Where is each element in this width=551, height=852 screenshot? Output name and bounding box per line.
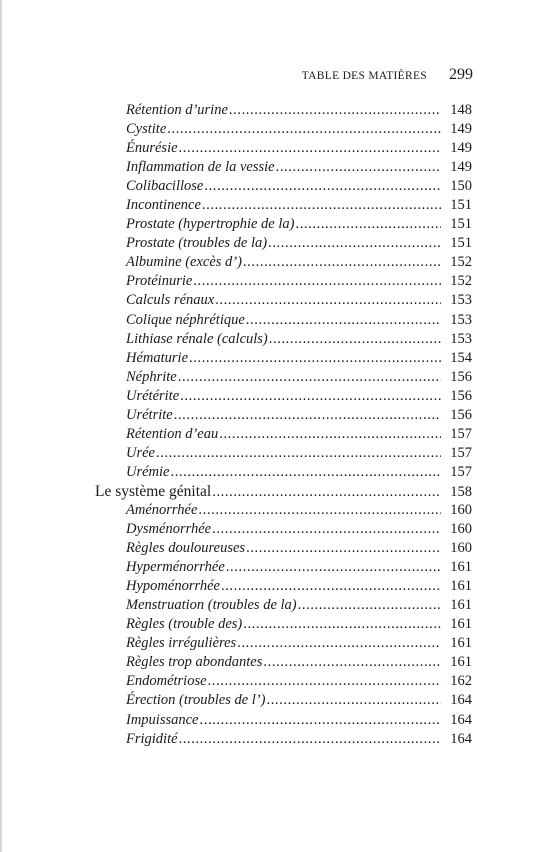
toc-entry — [95, 672, 472, 691]
dot-leader — [246, 539, 441, 558]
toc-entry — [95, 520, 472, 539]
toc-entry — [95, 139, 472, 158]
entry-title: Colibacillose — [126, 178, 204, 195]
toc-entry — [95, 234, 472, 253]
entry-page-number: 157 — [450, 425, 472, 442]
dot-leader — [193, 272, 441, 291]
toc-entry — [95, 291, 472, 310]
entry-page-number: 152 — [450, 254, 472, 271]
entry-page-number: 149 — [450, 140, 472, 157]
entry-title: Règles (trouble des) — [126, 616, 243, 633]
toc-entry — [95, 272, 472, 291]
dot-leader — [276, 158, 441, 177]
dot-leader — [295, 215, 441, 234]
toc-entry — [95, 253, 472, 272]
entry-page-number: 150 — [450, 178, 472, 195]
entry-page-number: 160 — [450, 540, 472, 557]
dot-leader — [200, 711, 442, 730]
toc-entry — [95, 215, 472, 234]
dot-leader — [204, 177, 441, 196]
dot-leader — [266, 691, 441, 710]
dot-leader — [263, 653, 441, 672]
entry-page-number: 164 — [450, 730, 472, 747]
dot-leader — [208, 672, 441, 691]
dot-leader — [212, 520, 441, 539]
toc-entry — [95, 406, 472, 425]
entry-title: Dysménorrhée — [126, 521, 212, 538]
toc-entry — [95, 615, 472, 634]
entry-page-number: 153 — [450, 311, 472, 328]
entry-page-number: 158 — [450, 483, 472, 500]
dot-leader — [212, 483, 441, 501]
entry-page-number: 156 — [450, 387, 472, 404]
entry-page-number: 153 — [450, 292, 472, 309]
toc-entry — [95, 539, 472, 558]
entry-title: Hyperménorrhée — [126, 559, 225, 576]
dot-leader — [178, 368, 441, 387]
dot-leader — [246, 311, 441, 330]
entry-title: Urétérite — [126, 387, 180, 404]
entry-page-number: 161 — [450, 635, 472, 652]
entry-title: Urémie — [126, 463, 170, 480]
entry-title: Protéinurie — [126, 273, 193, 290]
entry-page-number: 164 — [450, 692, 472, 709]
dot-leader — [229, 101, 441, 120]
entry-title: Urétrite — [126, 406, 173, 423]
dot-leader — [268, 234, 441, 253]
entry-page-number: 149 — [450, 121, 472, 138]
toc-entry — [95, 596, 472, 615]
entry-page-number: 161 — [450, 597, 472, 614]
entry-title: Règles trop abondantes — [126, 654, 263, 671]
toc-entry — [95, 691, 472, 710]
table-of-contents — [95, 101, 472, 749]
entry-page-number: 151 — [450, 216, 472, 233]
entry-title: Colique néphrétique — [126, 311, 245, 328]
dot-leader — [179, 139, 441, 158]
entry-page-number: 151 — [450, 235, 472, 252]
toc-entry — [95, 311, 472, 330]
entry-title: Rétention d’eau — [126, 425, 219, 442]
entry-title: Hématurie — [126, 349, 189, 366]
dot-leader — [298, 596, 441, 615]
dot-leader — [202, 196, 441, 215]
entry-title: Calculs rénaux — [126, 292, 215, 309]
toc-entry — [95, 711, 472, 730]
running-header — [95, 66, 473, 84]
entry-title: Albumine (excès d’) — [126, 254, 242, 271]
page-number: 299 — [449, 66, 473, 83]
entry-title: Cystite — [126, 121, 167, 138]
toc-entry — [95, 330, 472, 349]
entry-title: Hypoménorrhée — [126, 578, 220, 595]
entry-page-number: 153 — [450, 330, 472, 347]
toc-entry — [95, 444, 472, 463]
dot-leader — [243, 615, 441, 634]
entry-page-number: 160 — [450, 521, 472, 538]
entry-title: Frigidité — [126, 730, 178, 747]
entry-title: Menstruation (troubles de la) — [126, 597, 297, 614]
entry-title: Impuissance — [126, 711, 199, 728]
entry-title: Urée — [126, 444, 155, 461]
entry-page-number: 157 — [450, 444, 472, 461]
toc-entry — [95, 653, 472, 672]
entry-page-number: 156 — [450, 368, 472, 385]
entry-page-number: 161 — [450, 559, 472, 576]
toc-entry — [95, 349, 472, 368]
toc-entry — [95, 120, 472, 139]
dot-leader — [179, 730, 441, 749]
entry-page-number: 160 — [450, 501, 472, 518]
toc-section-entry — [95, 482, 472, 501]
entry-title: Endométriose — [126, 673, 207, 690]
toc-entry — [95, 501, 472, 520]
toc-entry — [95, 368, 472, 387]
entry-title: Lithiase rénale (calculs) — [126, 330, 268, 347]
toc-entry — [95, 196, 472, 215]
entry-page-number: 149 — [450, 159, 472, 176]
entry-page-number: 156 — [450, 406, 472, 423]
entry-title: Énurésie — [126, 140, 178, 157]
page-edge — [0, 0, 2, 852]
entry-page-number: 152 — [450, 273, 472, 290]
entry-page-number: 161 — [450, 578, 472, 595]
entry-page-number: 164 — [450, 711, 472, 728]
dot-leader — [171, 463, 442, 482]
entry-title: Rétention d’urine — [126, 102, 228, 118]
toc-entry — [95, 101, 472, 120]
running-title: TABLE DES MATIÈRES — [301, 70, 427, 82]
dot-leader — [189, 349, 441, 368]
entry-title: Aménorrhée — [126, 501, 198, 518]
entry-title: Règles douloureuses — [126, 540, 246, 557]
dot-leader — [269, 330, 441, 349]
toc-entry — [95, 577, 472, 596]
dot-leader — [226, 558, 441, 577]
entry-page-number: 148 — [450, 102, 472, 118]
toc-entry — [95, 158, 472, 177]
dot-leader — [219, 425, 441, 444]
dot-leader — [221, 577, 441, 596]
entry-title: Inflammation de la vessie — [126, 159, 275, 176]
dot-leader — [167, 120, 441, 139]
entry-title: Prostate (troubles de la) — [126, 235, 268, 252]
entry-title: Néphrite — [126, 368, 177, 385]
toc-entry — [95, 177, 472, 196]
entry-page-number: 161 — [450, 616, 472, 633]
entry-page-number: 154 — [450, 349, 472, 366]
dot-leader — [198, 501, 441, 520]
toc-entry — [95, 463, 472, 482]
entry-page-number: 151 — [450, 197, 472, 214]
entry-page-number: 162 — [450, 673, 472, 690]
toc-entry — [95, 730, 472, 749]
entry-page-number: 161 — [450, 654, 472, 671]
entry-title: Le système génital — [95, 482, 212, 500]
entry-title: Érection (troubles de l’) — [126, 692, 266, 709]
dot-leader — [156, 444, 441, 463]
entry-page-number: 157 — [450, 463, 472, 480]
dot-leader — [174, 406, 441, 425]
dot-leader — [180, 387, 441, 406]
dot-leader — [237, 634, 441, 653]
entry-title: Prostate (hypertrophie de la) — [126, 216, 295, 233]
toc-entry — [95, 425, 472, 444]
dot-leader — [215, 291, 441, 310]
dot-leader — [243, 253, 441, 272]
toc-entry — [95, 558, 472, 577]
toc-entry — [95, 634, 472, 653]
toc-entry — [95, 387, 472, 406]
entry-title: Incontinence — [126, 197, 201, 214]
entry-title: Règles irrégulières — [126, 635, 237, 652]
